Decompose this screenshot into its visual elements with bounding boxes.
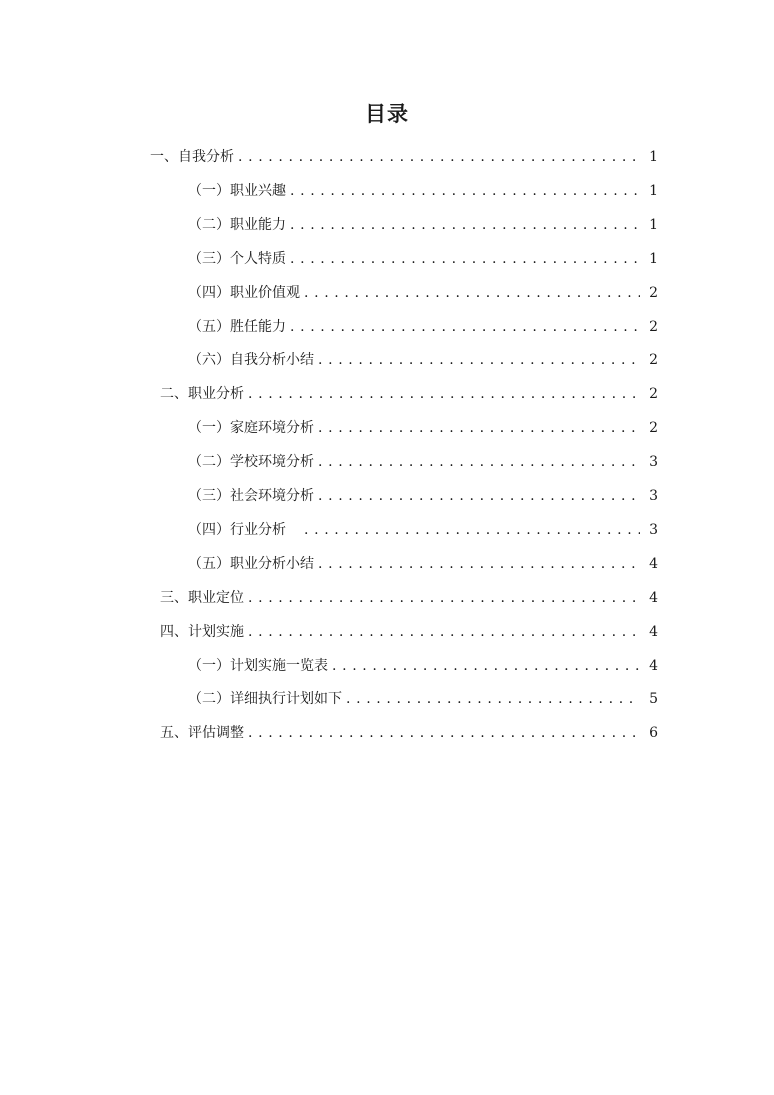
toc-dot-leader — [248, 379, 640, 409]
toc-entry-page-number: 4 — [649, 589, 658, 606]
toc-entry-label: （四）职业价值观 — [188, 284, 300, 301]
toc-dot-leader — [318, 345, 640, 375]
toc-entry[interactable] — [150, 142, 658, 172]
toc-entry-page-number: 4 — [649, 623, 658, 640]
toc-dot-leader — [346, 684, 640, 714]
toc-entry-page-number: 3 — [649, 488, 658, 504]
toc-entry[interactable] — [188, 684, 658, 714]
toc-entry-label: （三）个人特质 — [188, 250, 286, 267]
toc-entry-label: 四、计划实施 — [160, 623, 244, 640]
toc-entry-label: （一）计划实施一览表 — [188, 657, 328, 674]
toc-entry[interactable] — [160, 718, 658, 748]
toc-entry[interactable] — [188, 278, 658, 308]
toc-dot-leader — [248, 617, 640, 647]
toc-dot-leader — [318, 447, 640, 477]
toc-entry[interactable] — [188, 244, 658, 274]
toc-entry-page-number: 2 — [649, 352, 658, 369]
toc-entry-page-number: 1 — [649, 250, 658, 267]
toc-dot-leader — [290, 210, 640, 240]
toc-entry-label: （二）详细执行计划如下 — [188, 691, 342, 708]
toc-entry-page-number: 3 — [649, 521, 658, 538]
toc-entry-label: 一、自我分析 — [150, 149, 234, 165]
toc-dot-leader — [318, 549, 640, 579]
toc-dot-leader — [238, 142, 640, 172]
toc-entry[interactable] — [188, 176, 658, 206]
toc-entry-label: 五、评估调整 — [160, 725, 244, 742]
toc-entry-label: 三、职业定位 — [160, 589, 244, 606]
toc-entry-page-number: 2 — [649, 386, 658, 403]
toc-entry-label: （五）胜任能力 — [188, 318, 286, 335]
toc-entry-label: （四）行业分析 — [188, 521, 300, 538]
toc-dot-leader — [290, 244, 640, 274]
toc-dot-leader — [248, 718, 640, 748]
toc-entry-label: （一）职业兴趣 — [188, 182, 286, 199]
toc-dot-leader — [304, 278, 640, 308]
toc-entry[interactable] — [188, 413, 658, 443]
toc-dot-leader — [332, 651, 640, 681]
toc-entry-page-number: 4 — [649, 555, 658, 572]
toc-entry-label: （二）职业能力 — [188, 216, 286, 233]
toc-entry-page-number: 1 — [649, 149, 658, 165]
toc-entry[interactable] — [160, 617, 658, 647]
toc-entry[interactable] — [188, 210, 658, 240]
toc-dot-leader — [290, 312, 640, 342]
toc-entry[interactable] — [160, 583, 658, 613]
toc-entry[interactable] — [188, 549, 658, 579]
toc-entry-page-number: 2 — [649, 284, 658, 301]
toc-entry[interactable] — [188, 345, 658, 375]
toc-entry-page-number: 2 — [649, 318, 658, 335]
toc-entry-page-number: 1 — [649, 216, 658, 233]
toc-entry-label: （一）家庭环境分析 — [188, 420, 314, 437]
toc-entry-page-number: 1 — [649, 182, 658, 199]
toc-dot-leader — [318, 481, 640, 511]
toc-entry-label: （二）学校环境分析 — [188, 454, 314, 471]
toc-entry[interactable] — [188, 515, 658, 545]
toc-dot-leader — [318, 413, 640, 443]
toc-dot-leader — [248, 583, 640, 613]
toc-entry[interactable] — [188, 481, 658, 511]
toc-title: 目录 — [365, 102, 409, 126]
toc-entry[interactable] — [188, 312, 658, 342]
toc-entry-label: （六）自我分析小结 — [188, 352, 314, 369]
toc-entry-page-number: 4 — [649, 657, 658, 674]
toc-dot-leader — [304, 515, 640, 545]
toc-entry[interactable] — [188, 447, 658, 477]
toc-entry-label: （三）社会环境分析 — [188, 488, 314, 504]
toc-entry-page-number: 2 — [649, 420, 658, 437]
toc-dot-leader — [290, 176, 640, 206]
toc-entry-label: （五）职业分析小结 — [188, 555, 314, 572]
toc-entry[interactable] — [160, 379, 658, 409]
toc-entry-page-number: 3 — [649, 454, 658, 471]
toc-entry-page-number: 5 — [649, 691, 658, 708]
toc-entry-page-number: 6 — [649, 725, 658, 742]
toc-entry-label: 二、职业分析 — [160, 386, 244, 403]
toc-entry[interactable] — [188, 651, 658, 681]
